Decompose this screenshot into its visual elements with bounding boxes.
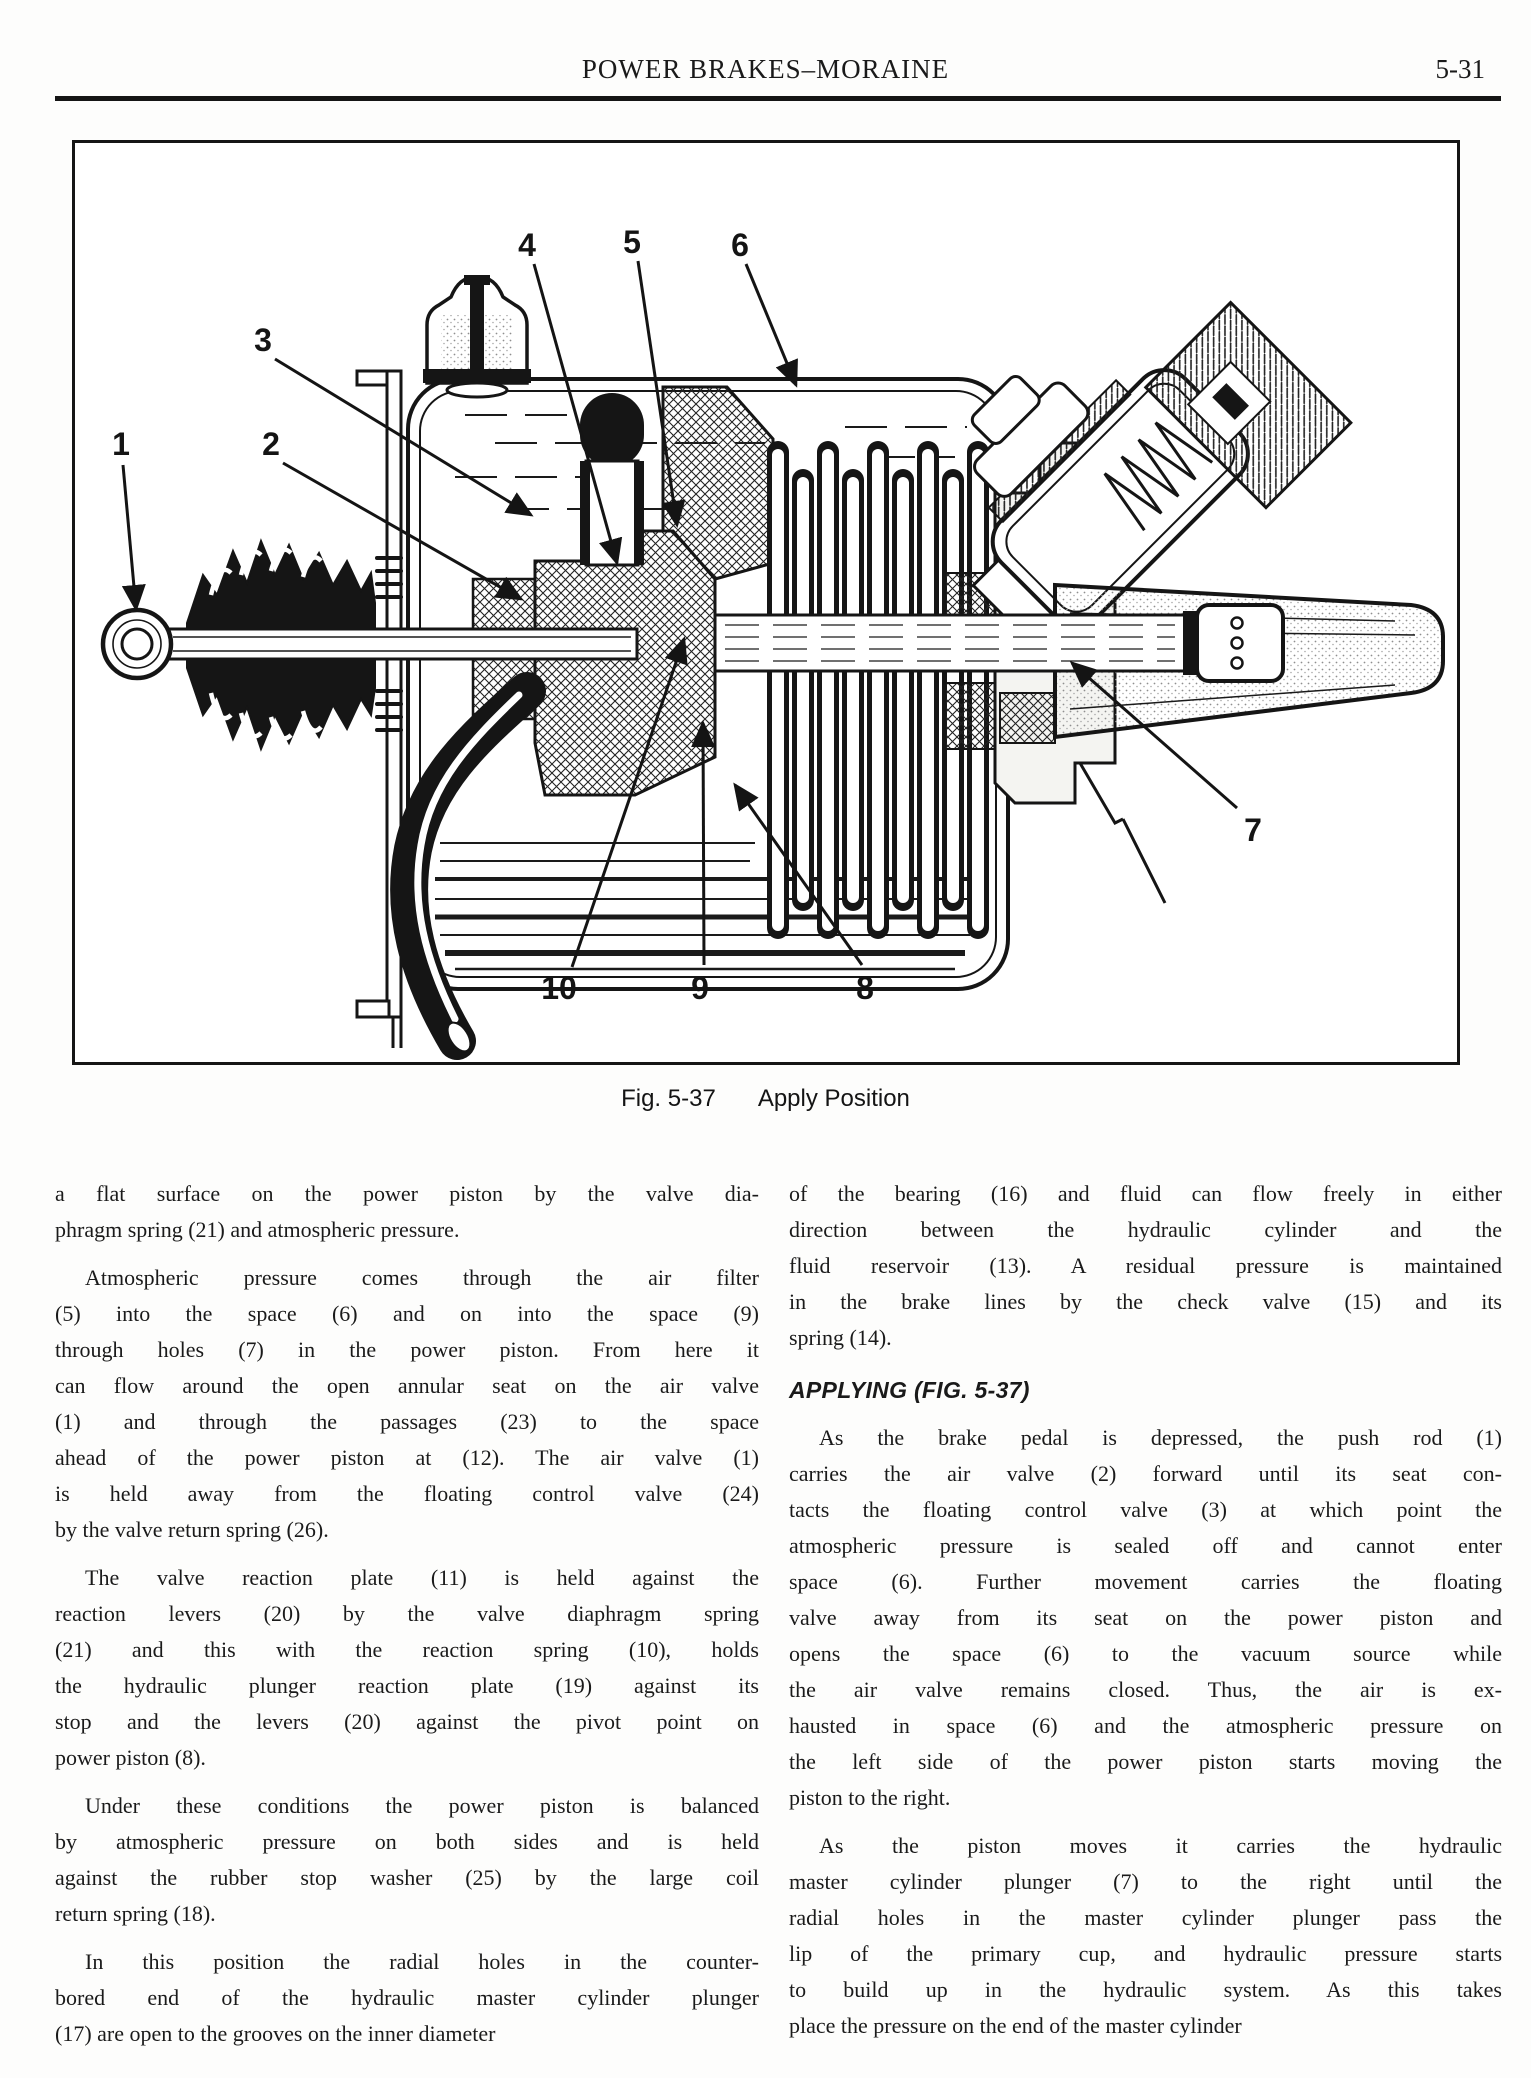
left-column [55, 1176, 759, 2064]
text-line: In this position the radial holes in the counter- [85, 1949, 759, 1974]
text-line: spring (14). [789, 1325, 892, 1350]
text-line: is held away from the floating control valve (24) [55, 1481, 759, 1506]
text-line: lip of the primary cup, and hydraulic pressure starts [789, 1941, 1502, 1966]
paragraph [55, 1176, 759, 1248]
callout-10: 10 [541, 970, 577, 1006]
callout-1: 1 [112, 426, 130, 462]
paragraph [55, 1944, 759, 2052]
text-line: the air valve remains closed. Thus, the air is ex- [789, 1677, 1502, 1702]
text-line: (17) are open to the grooves on the inner diameter [55, 2021, 496, 2046]
text-line: a flat surface on the power piston by the valve dia- [55, 1181, 759, 1206]
text-line: place the pressure on the end of the master cylinder [789, 2013, 1242, 2038]
callout-9: 9 [691, 970, 709, 1006]
text-line: ahead of the power piston at (12). The air valve (1) [55, 1445, 759, 1470]
text-line: can flow around the open annular seat on the air valve [55, 1373, 759, 1398]
text-line: the hydraulic plunger reaction plate (19) against its [55, 1673, 759, 1698]
text-line: Atmospheric pressure comes through the air filter [85, 1265, 759, 1290]
text-line: the left side of the power piston starts moving the [789, 1749, 1502, 1774]
text-line: piston to the right. [789, 1785, 951, 1810]
text-line: in the brake lines by the check valve (15) and its [789, 1289, 1502, 1314]
text-line: opens the space (6) to the vacuum source while [789, 1641, 1502, 1666]
paragraph [55, 1560, 759, 1776]
text-line: carries the air valve (2) forward until its seat con- [789, 1461, 1502, 1486]
text-line: atmospheric pressure is sealed off and cannot enter [789, 1533, 1502, 1558]
text-line: radial holes in the master cylinder plunger pass the [789, 1905, 1502, 1930]
callout-3: 3 [254, 322, 272, 358]
figure-panel [72, 140, 1460, 1065]
callout-6: 6 [731, 227, 749, 263]
paragraph [55, 1788, 759, 1932]
text-line: by the valve return spring (26). [55, 1517, 329, 1542]
figure-caption [0, 1085, 1531, 1113]
header-rule [55, 96, 1501, 101]
callout-2: 2 [262, 426, 280, 462]
text-line: stop and the levers (20) against the pivot point on [55, 1709, 759, 1734]
page-title: POWER BRAKES–MORAINE [581, 54, 950, 84]
paragraph [789, 1176, 1502, 1356]
text-line: The valve reaction plate (11) is held against the [85, 1565, 759, 1590]
text-line: of the bearing (16) and fluid can flow freely in either [789, 1181, 1502, 1206]
text-line: (21) and this with the reaction spring (10), holds [55, 1637, 759, 1662]
text-line: to build up in the hydraulic system. As this takes [789, 1977, 1502, 2002]
section-heading-applying: APPLYING (FIG. 5-37) [789, 1377, 1030, 1403]
paragraph [789, 1828, 1502, 2044]
brake-booster-diagram [75, 143, 1457, 1062]
text-line: phragm spring (21) and atmospheric pressure. [55, 1217, 460, 1242]
hydraulic-plunger [715, 605, 1283, 681]
text-line: by atmospheric pressure on both sides and is held [55, 1829, 759, 1854]
paragraph [789, 1420, 1502, 1816]
text-line: hausted in space (6) and the atmospheric pressure on [789, 1713, 1502, 1738]
text-line: Under these conditions the power piston is balanced [85, 1793, 759, 1818]
text-line: (5) into the space (6) and on into the space (9) [55, 1301, 759, 1326]
text-line: against the rubber stop washer (25) by the large coil [55, 1865, 759, 1890]
text-line: tacts the floating control valve (3) at which point the [789, 1497, 1502, 1522]
callout-5: 5 [623, 224, 641, 260]
text-line: valve away from its seat on the power piston and [789, 1605, 1502, 1630]
callout-7: 7 [1244, 812, 1262, 848]
text-line: direction between the hydraulic cylinder and the [789, 1217, 1502, 1242]
text-line: master cylinder plunger (7) to the right until the [789, 1869, 1502, 1894]
text-line: (1) and through the passages (23) to the space [55, 1409, 759, 1434]
check-valve-fitting [423, 275, 531, 397]
text-line: return spring (18). [55, 1901, 216, 1926]
caption-fig-title: Apply Position [757, 1085, 910, 1112]
text-line: through holes (7) in the power piston. From here it [55, 1337, 759, 1362]
plunger-clevis [1197, 605, 1283, 681]
paragraph [55, 1260, 759, 1548]
callout-8: 8 [856, 970, 874, 1006]
caption-fig-label: Fig. 5-37 [621, 1085, 716, 1112]
text-line: space (6). Further movement carries the floating [789, 1569, 1502, 1594]
text-line: reaction levers (20) by the valve diaphragm spring [55, 1601, 759, 1626]
mounting-bracket [357, 371, 401, 1048]
callout-4: 4 [518, 227, 536, 263]
text-line: As the brake pedal is depressed, the push rod (1) [819, 1425, 1502, 1450]
text-line: power piston (8). [55, 1745, 206, 1770]
right-column [789, 1176, 1502, 2056]
page-number: 5-31 [1435, 54, 1485, 84]
air-valve [580, 393, 644, 565]
text-line: bored end of the hydraulic master cylinder plunger [55, 1985, 759, 2010]
text-line: As the piston moves it carries the hydraulic [819, 1833, 1502, 1858]
text-line: fluid reservoir (13). A residual pressure is maintained [789, 1253, 1502, 1278]
